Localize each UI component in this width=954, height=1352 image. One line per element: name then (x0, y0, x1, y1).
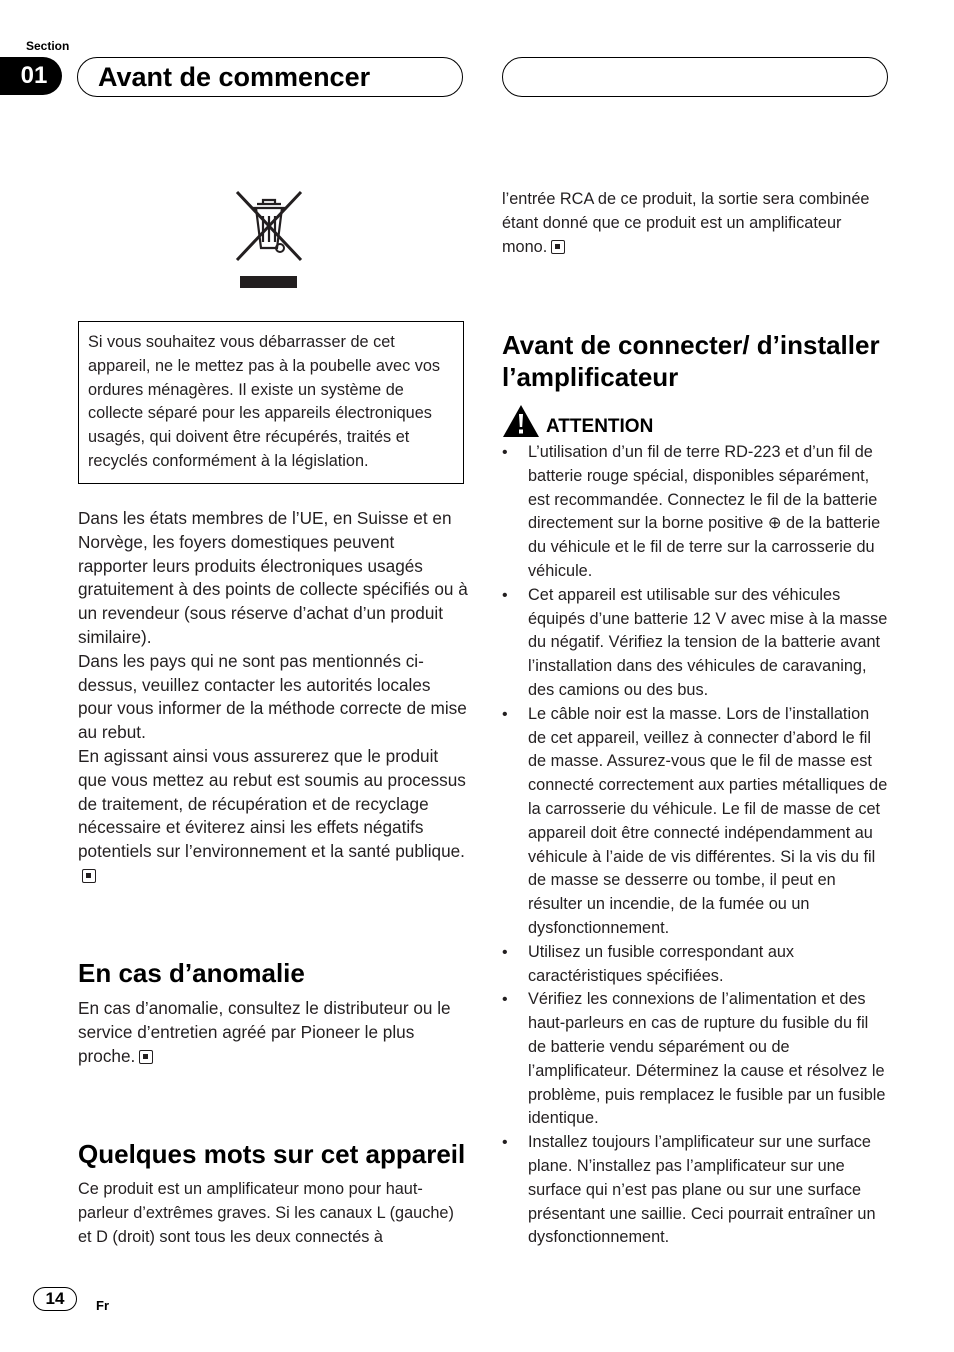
chapter-title-text: Avant de commencer (98, 61, 371, 92)
disposal-paragraph-2: Dans les pays qui ne sont pas mentionnés ci-dessus, veuillez contacter les autorités locales pour vous informer de la méthode correcte de mise au rebut. (78, 650, 467, 743)
list-item (502, 441, 890, 584)
disposal-paragraph-3-text: En agissant ainsi vous assurerez que le produit que vous mettez au rebut est soumis au processus de traitement, de récupération et de recyclage nécessaire et éviterez ainsi les effets négatifs potentiels sur l’environnement et la santé publique. (78, 745, 466, 862)
continued-paragraph (502, 188, 884, 259)
section-label: Section (26, 39, 70, 53)
page-number: 14 (33, 1287, 77, 1311)
quelques-mots-text: Ce produit est un amplificateur mono pour haut-parleur d’extrêmes graves. Si les canaux L (gauche) et D (droit) sont tous les deux connectés à (78, 1180, 454, 1246)
crossed-out-wheelie-bin-icon (233, 190, 305, 290)
continued-paragraph-text (502, 188, 884, 259)
language-code: Fr (96, 1298, 109, 1313)
disposal-paragraph-3 (78, 745, 468, 888)
attention-header (502, 404, 653, 438)
disposal-instructions (78, 507, 468, 888)
disposal-notice-box (78, 321, 464, 484)
list-item: • Vérifiez les connexions de l’alimentation et des haut-parleurs en cas de rupture du fusible du fil de batterie vendu séparément ou de l’amplificateur. Déterminez la cause et résolvez le problème, puis remplacez le fusible par un fusible identique. (502, 988, 890, 1131)
warning-triangle-icon (502, 404, 540, 438)
header-right-pill (502, 57, 888, 97)
list-item: • Installez toujours l’amplificateur sur une surface plane. N’installez pas l’amplificateur sur une surface qui n’est pas plane ou sur une surface présentant une saillie. Ceci pourrait entraîner un dysfonctionnement. (502, 1131, 890, 1250)
attention-list-container (502, 441, 890, 1250)
section-number: 01 (0, 57, 62, 95)
disposal-notice-text: Si vous souhaitez vous débarrasser de cet appareil, ne le mettez pas à la poubelle avec vos ordures ménagères. Il existe un système de collecte séparé pour les appareils électroniques usagés, qui doivent être récupérés, traités et recyclés conformément à la législation. (88, 333, 441, 470)
end-of-section-icon (139, 1050, 153, 1064)
chapter-title (77, 57, 463, 97)
attention-list (502, 441, 890, 1250)
list-item: • Utilisez un fusible correspondant aux caractéristiques spécifiées. (502, 941, 890, 989)
anomalie-section (78, 997, 468, 1068)
heading-quelques-mots: Quelques mots sur cet appareil (78, 1139, 466, 1169)
continued-text: l’entrée RCA de ce produit, la sortie sera combinée étant donné que ce produit est un amplificateur mono. (502, 190, 870, 256)
list-item: • Le câble noir est la masse. Lors de l’installation de cet appareil, veillez à connecter d’abord le fil de masse. Assurez-vous que le fil de masse est connecté correctement aux parties métalliques de la carrosserie du véhicule. Le fil de masse de cet appareil doit être connecté indépendamment au véhicule à l’aide de vis différentes. Si la vis du fil de masse se desserre ou tombe, il peut en résulter un incendie, de la fumée ou un dysfonctionnement. (502, 703, 890, 941)
heading-avant-de-connecter: Avant de connecter/ d’installer l’amplificateur (502, 330, 880, 392)
end-of-section-icon (82, 869, 96, 883)
end-of-section-icon (551, 240, 565, 254)
anomalie-text: En cas d’anomalie, consultez le distributeur ou le service d’entretien agréé par Pioneer le plus proche. (78, 998, 451, 1066)
attention-label: ATTENTION (546, 416, 654, 437)
list-item: • Cet appareil est utilisable sur des véhicules équipés d’une batterie 12 V avec mise à la masse du négatif. Vérifiez la tension de la batterie avant l’installation dans des véhicules de caravaning, des camions ou des bus. (502, 584, 890, 703)
bullet-1-text-after: de la batterie du véhicule et le fil de terre sur la carrosserie du véhicule. (528, 514, 881, 580)
quelques-mots-section (78, 1178, 468, 1249)
bullet-1-text-before: L’utilisation d’un fil de terre RD-223 et d’un fil de batterie rouge spécial, disponibles séparément, est recommandée. Connectez le fil de la batterie directement sur la borne positive (528, 443, 878, 533)
disposal-paragraph-1: Dans les états membres de l’UE, en Suisse et en Norvège, les foyers domestiques peuvent rapporter leurs produits électroniques usagés gratuitement à des points de collecte spécifiés ou à un revendeur (sous réserve d’achat d’un produit similaire). (78, 508, 468, 647)
heading-en-cas-danomalie: En cas d’anomalie (78, 958, 305, 988)
positive-terminal-icon: ⊕ (767, 514, 782, 533)
anomalie-paragraph (78, 997, 468, 1068)
